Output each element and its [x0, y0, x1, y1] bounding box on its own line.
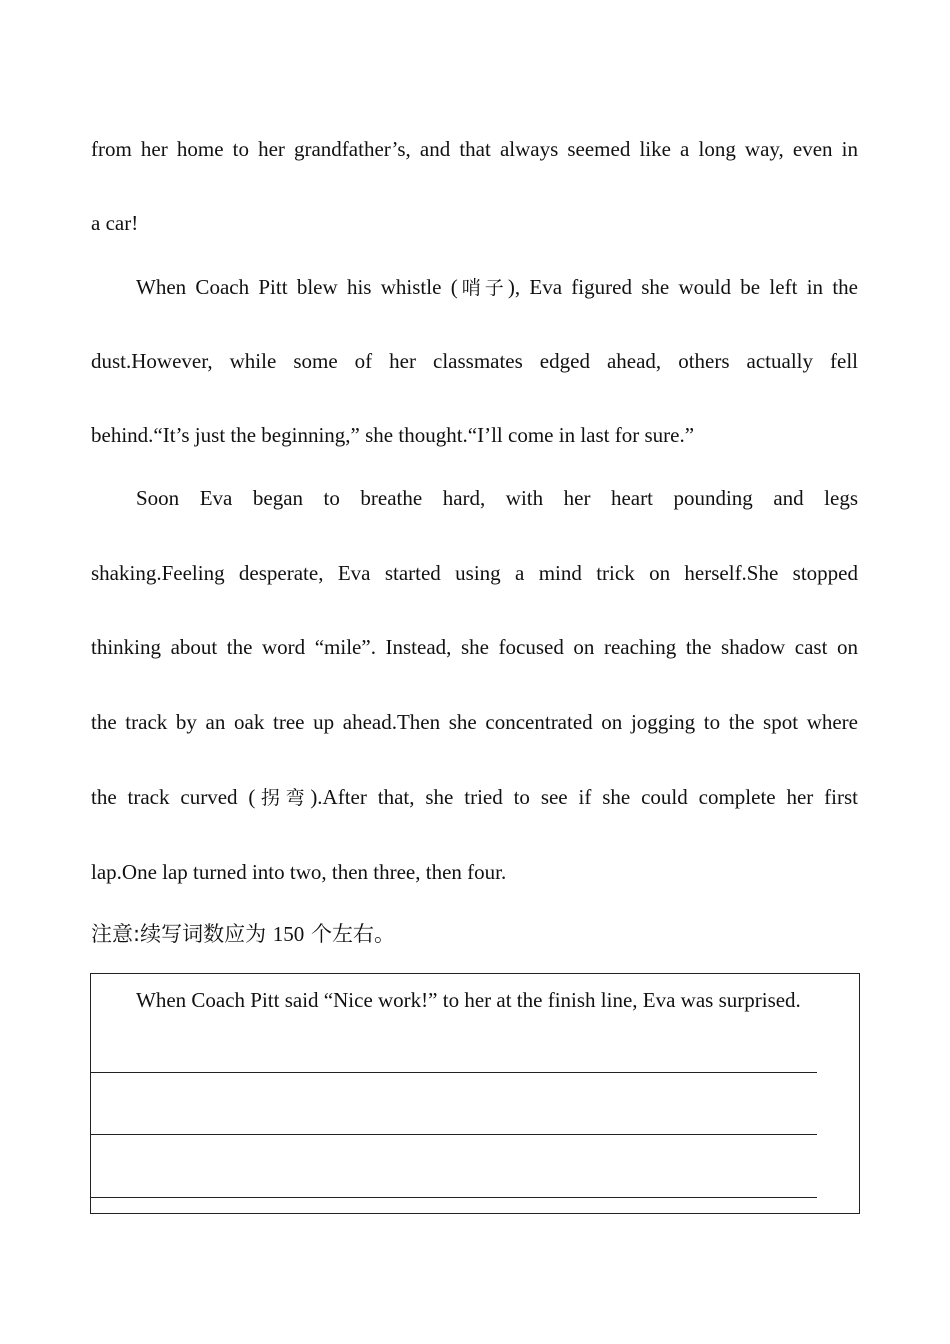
passage-line: When Coach Pitt blew his whistle (哨子), Eva figured she would be left in the: [136, 275, 858, 299]
writing-line[interactable]: [91, 1072, 817, 1073]
answer-box: [90, 973, 860, 1214]
word-count-note: 注意:续写词数应为 150 个左右。: [91, 922, 395, 946]
passage-line: dust.However, while some of her classmates edged ahead, others actually fell: [91, 349, 858, 373]
writing-line[interactable]: [91, 1134, 817, 1135]
passage-line: thinking about the word “mile”. Instead, she focused on reaching the shadow cast on: [91, 635, 858, 659]
box-tick: [90, 1084, 91, 1102]
passage-line: from her home to her grandfather’s, and that always seemed like a long way, even in: [91, 137, 858, 161]
passage-line: shaking.Feeling desperate, Eva started using a mind trick on herself.She stopped: [91, 561, 858, 585]
continuation-starter: When Coach Pitt said “Nice work!” to her at the finish line, Eva was surprised.: [136, 988, 801, 1012]
passage-line: Soon Eva began to breathe hard, with her heart pounding and legs: [136, 486, 858, 510]
passage-line: a car!: [91, 211, 139, 235]
box-tick: [90, 1146, 91, 1164]
box-tick: [90, 1022, 91, 1040]
box-tick: [859, 1022, 860, 1040]
passage-line: lap.One lap turned into two, then three, then four.: [91, 860, 507, 884]
box-tick: [859, 1084, 860, 1102]
box-tick: [859, 1146, 860, 1164]
passage-line: the track curved (拐弯).After that, she tried to see if she could complete her first: [91, 785, 858, 809]
writing-line[interactable]: [91, 1197, 817, 1198]
passage-line: the track by an oak tree up ahead.Then she concentrated on jogging to the spot where: [91, 710, 858, 734]
passage-line: behind.“It’s just the beginning,” she thought.“I’ll come in last for sure.”: [91, 423, 695, 447]
